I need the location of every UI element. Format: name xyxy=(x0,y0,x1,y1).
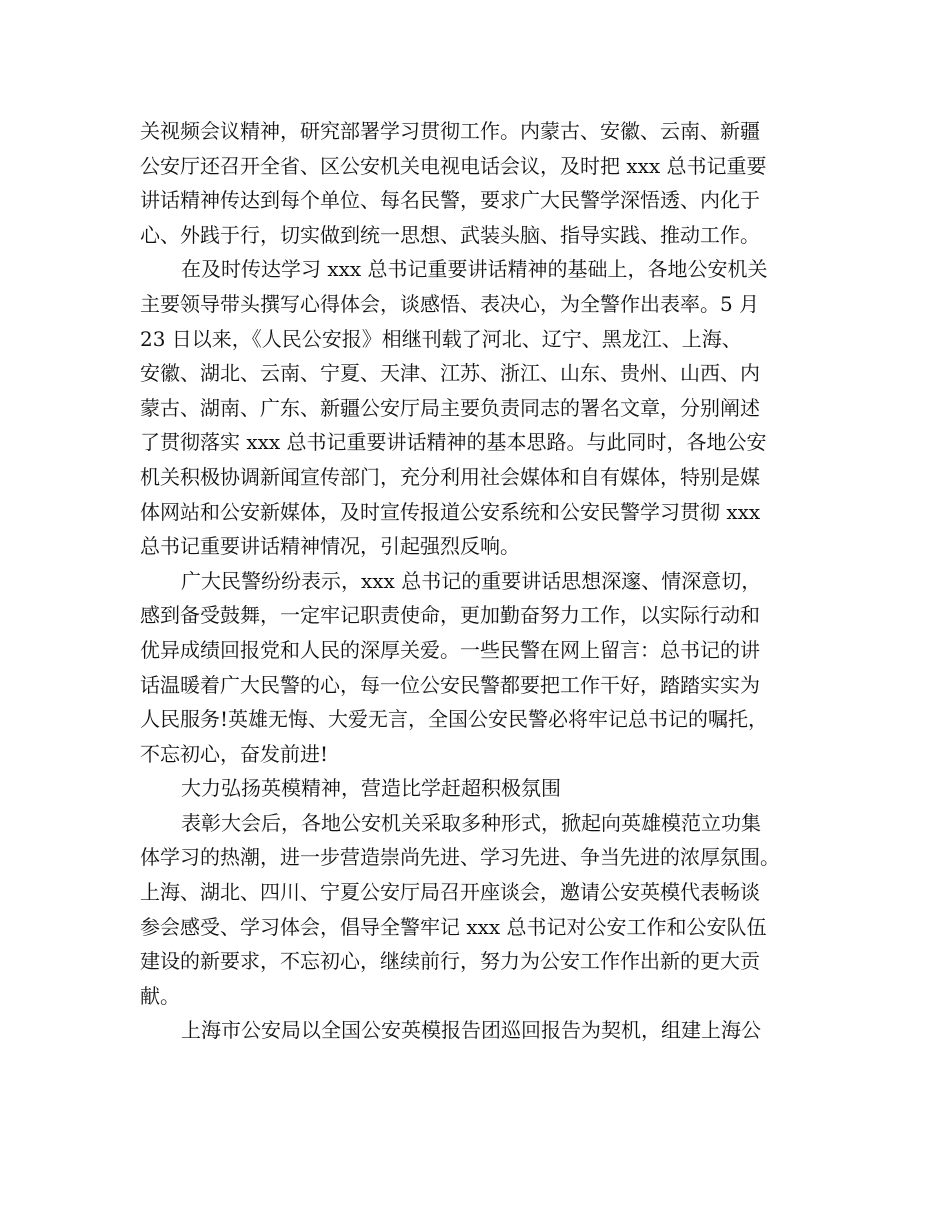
text-line: 大力弘扬英模精神，营造比学赶超积极氛围 xyxy=(181,776,561,801)
document-body xyxy=(140,114,830,1048)
text-line: 广大民警纷纷表示，xxx 总书记的重要讲话思想深邃、情深意切， xyxy=(181,568,762,593)
text-line: 心、外践于行，切实做到统一思想、武装头脑、指导实践、推动工作。 xyxy=(140,222,760,247)
text-line: 了贯彻落实 xxx 总书记重要讲话精神的基本思路。与此同时，各地公安 xyxy=(140,430,767,455)
text-line: 机关积极协调新闻宣传部门，充分利用社会媒体和自有媒体，特别是媒 xyxy=(140,464,760,489)
text-line: 体网站和公安新媒体，及时宣传报道公安系统和公安民警学习贯彻 xxx xyxy=(140,499,761,524)
text-line: 表彰大会后，各地公安机关采取多种形式，掀起向英雄模范立功集 xyxy=(181,810,761,835)
text-line: 讲话精神传达到每个单位、每名民警，要求广大民警学深悟透、内化于 xyxy=(140,188,760,213)
text-line: 优异成绩回报党和人民的深厚关爱。一些民警在网上留言：总书记的讲 xyxy=(140,637,760,662)
text-line: 建设的新要求，不忘初心，继续前行，努力为公安工作作出新的更大贡 xyxy=(140,949,760,974)
text-line: 献。 xyxy=(140,983,180,1008)
text-line: 主要领导带头撰写心得体会，谈感悟、表决心，为全警作出表率。5 月 xyxy=(140,291,760,316)
text-line: 感到备受鼓舞，一定牢记职责使命，更加勤奋努力工作，以实际行动和 xyxy=(140,603,760,628)
text-line: 体学习的热潮，进一步营造崇尚先进、学习先进、争当先进的浓厚氛围。 xyxy=(140,845,780,870)
text-line: 安徽、湖北、云南、宁夏、天津、江苏、浙江、山东、贵州、山西、内 xyxy=(140,361,760,386)
text-line: 蒙古、湖南、广东、新疆公安厅局主要负责同志的署名文章，分别阐述 xyxy=(140,395,760,420)
text-line: 话温暖着广大民警的心，每一位公安民警都要把工作干好，踏踏实实为 xyxy=(140,672,760,697)
text-line: 参会感受、学习体会，倡导全警牢记 xxx 总书记对公安工作和公安队伍 xyxy=(140,914,767,939)
text-line: 总书记重要讲话精神情况，引起强烈反响。 xyxy=(140,534,520,559)
text-line: 23 日以来，《人民公安报》相继刊载了河北、辽宁、黑龙江、上海、 xyxy=(140,326,742,351)
text-line: 上海、湖北、四川、宁夏公安厅局召开座谈会，邀请公安英模代表畅谈 xyxy=(140,880,760,905)
text-line: 关视频会议精神，研究部署学习贯彻工作。内蒙古、安徽、云南、新疆 xyxy=(140,119,760,143)
text-line: 人民服务!英雄无悔、大爱无言，全国公安民警必将牢记总书记的嘱托， xyxy=(140,707,769,732)
text-line: 不忘初心，奋发前进! xyxy=(140,741,329,766)
text-line: 上海市公安局以全国公安英模报告团巡回报告为契机，组建上海公 xyxy=(181,1018,761,1043)
text-line: 公安厅还召开全省、区公安机关电视电话会议，及时把 xxx 总书记重要 xyxy=(140,153,767,178)
text-line: 在及时传达学习 xxx 总书记重要讲话精神的基础上，各地公安机关 xyxy=(181,257,768,282)
